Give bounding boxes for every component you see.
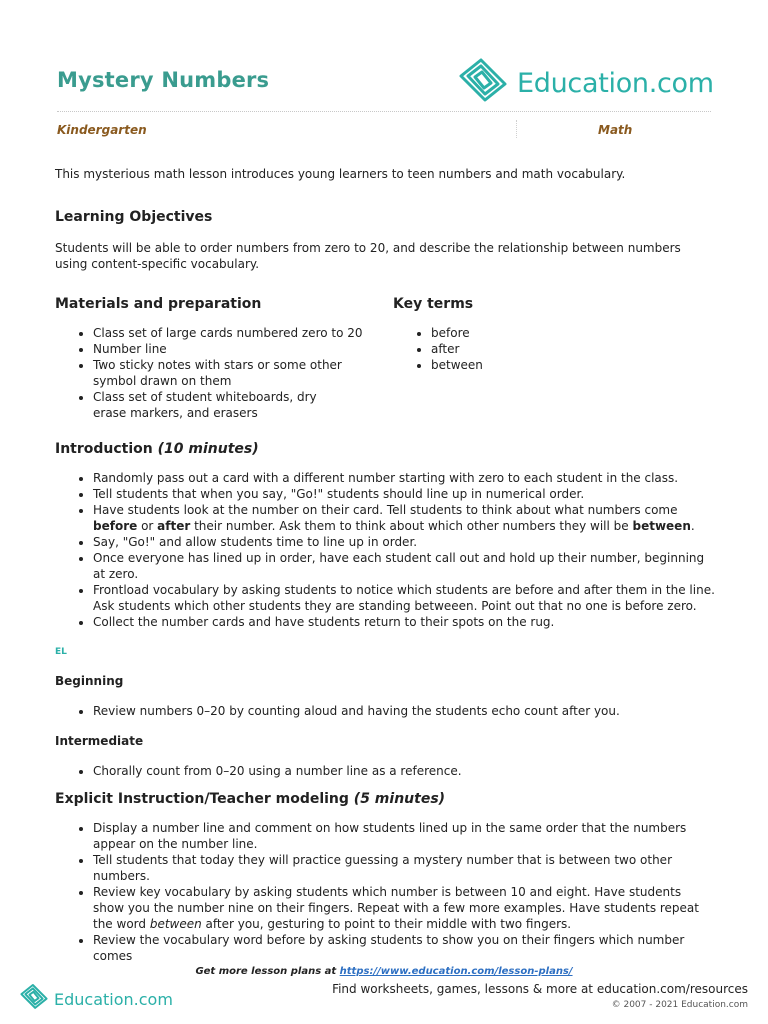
explicit-list (55, 820, 715, 964)
list-item: • Tell students that today they will practice guessing a mystery number that is between two other numbers. (93, 852, 715, 884)
materials-column (55, 296, 393, 421)
list-item: • Review the vocabulary word before by asking students to show you on their fingers which number comes (93, 932, 715, 964)
list-item: • Say, "Go!" and allow students time to line up in order. (93, 534, 715, 550)
objectives-heading: Learning Objectives (55, 209, 213, 225)
footer-resources: Find worksheets, games, lessons & more at education.com/resources (332, 982, 748, 996)
list-item: • Tell students that when you say, "Go!" students should line up in numerical order. (93, 486, 715, 502)
lesson-content (55, 166, 715, 964)
intermediate-list (55, 763, 715, 779)
grade-label: Kindergarten (57, 123, 147, 137)
beginning-heading: Beginning (55, 674, 124, 688)
footer-logo[interactable] (18, 982, 173, 1016)
introduction-duration: (10 minutes) (157, 441, 259, 457)
list-item: • Collect the number cards and have students return to their spots on the rug. (93, 614, 715, 630)
education-logo[interactable] (455, 56, 714, 110)
list-item: • Once everyone has lined up in order, have each student call out and hold up their number, beginning at zero. (93, 550, 715, 582)
introduction-heading (55, 441, 715, 457)
title-divider (57, 111, 711, 112)
list-item: • Randomly pass out a card with a different number starting with zero to each student in the class. (93, 470, 715, 486)
objectives-text: Students will be able to order numbers from zero to 20, and describe the relationship between numbers using content-specific vocabulary. (55, 241, 681, 271)
el-label: EL (55, 647, 67, 657)
meta-divider (516, 120, 517, 138)
intro-text: This mysterious math lesson introduces young learners to teen numbers and math vocabulary. (55, 167, 626, 181)
text-run: Review key vocabulary by asking students which number is between 10 and eight. Have students show you the number nine on their fingers. Repeat with a few more examples. Have students repeat the word (93, 885, 699, 931)
footer-logo-icon (18, 982, 50, 1016)
list-item: • before (431, 325, 693, 341)
list-item: • Class set of large cards numbered zero to 20 (93, 325, 393, 341)
materials-list (55, 325, 393, 421)
intermediate-heading: Intermediate (55, 734, 144, 748)
introduction-heading-text: Introduction (55, 441, 153, 457)
materials-keyterms-section (55, 296, 715, 421)
footer-promo-text: Get more lesson plans at (195, 966, 340, 977)
education-logo-icon (455, 56, 511, 110)
text-run: after you, gesturing to point to their middle with two fingers. (201, 917, 572, 931)
footer-promo (0, 966, 768, 977)
explicit-heading (55, 791, 715, 807)
key-terms-heading: Key terms (393, 296, 474, 312)
text-run: their number. Ask them to think about which other numbers they will be (190, 519, 633, 533)
beginning-list (55, 703, 715, 719)
materials-heading: Materials and preparation (55, 296, 262, 312)
list-item: • Number line (93, 341, 393, 357)
list-item: • Class set of student whiteboards, dry erase markers, and erasers (93, 389, 393, 421)
subject-label: Math (598, 123, 633, 137)
list-item (93, 502, 715, 534)
list-item: • after (431, 341, 693, 357)
list-item: • Display a number line and comment on how students lined up in the same order that the numbers appear on the number line. (93, 820, 715, 852)
list-item: • Chorally count from 0–20 using a number line as a reference. (93, 763, 715, 779)
key-terms-list (393, 325, 693, 373)
footer-logo-text: Education.com (54, 989, 173, 1009)
term-before: before (93, 519, 138, 533)
footer-copyright: © 2007 - 2021 Education.com (611, 1000, 748, 1010)
list-item: • between (431, 357, 693, 373)
list-item: • Frontload vocabulary by asking students to notice which students are before and after them in the line. Ask students which other students they are standing betweeen. Point out that no one is before zero. (93, 582, 715, 614)
term-after: after (157, 519, 191, 533)
list-item: • Review numbers 0–20 by counting aloud and having the students echo count after you. (93, 703, 715, 719)
text-run: Have students look at the number on their card. Tell students to think about what numbers come (93, 503, 678, 517)
text-run: . (690, 519, 695, 533)
list-item: • Two sticky notes with stars or some other symbol drawn on them (93, 357, 393, 389)
term-between: between (632, 519, 691, 533)
key-terms-column (393, 296, 693, 421)
text-run: or (137, 519, 158, 533)
lesson-plans-link[interactable]: https://www.education.com/lesson-plans/ (339, 966, 573, 977)
explicit-heading-text: Explicit Instruction/Teacher modeling (55, 791, 349, 807)
term-between-italic: between (149, 917, 202, 931)
introduction-list (55, 470, 715, 630)
explicit-duration: (5 minutes) (353, 791, 446, 807)
list-item (93, 884, 715, 932)
education-logo-text: Education.com (517, 67, 714, 99)
page-title: Mystery Numbers (57, 68, 270, 92)
